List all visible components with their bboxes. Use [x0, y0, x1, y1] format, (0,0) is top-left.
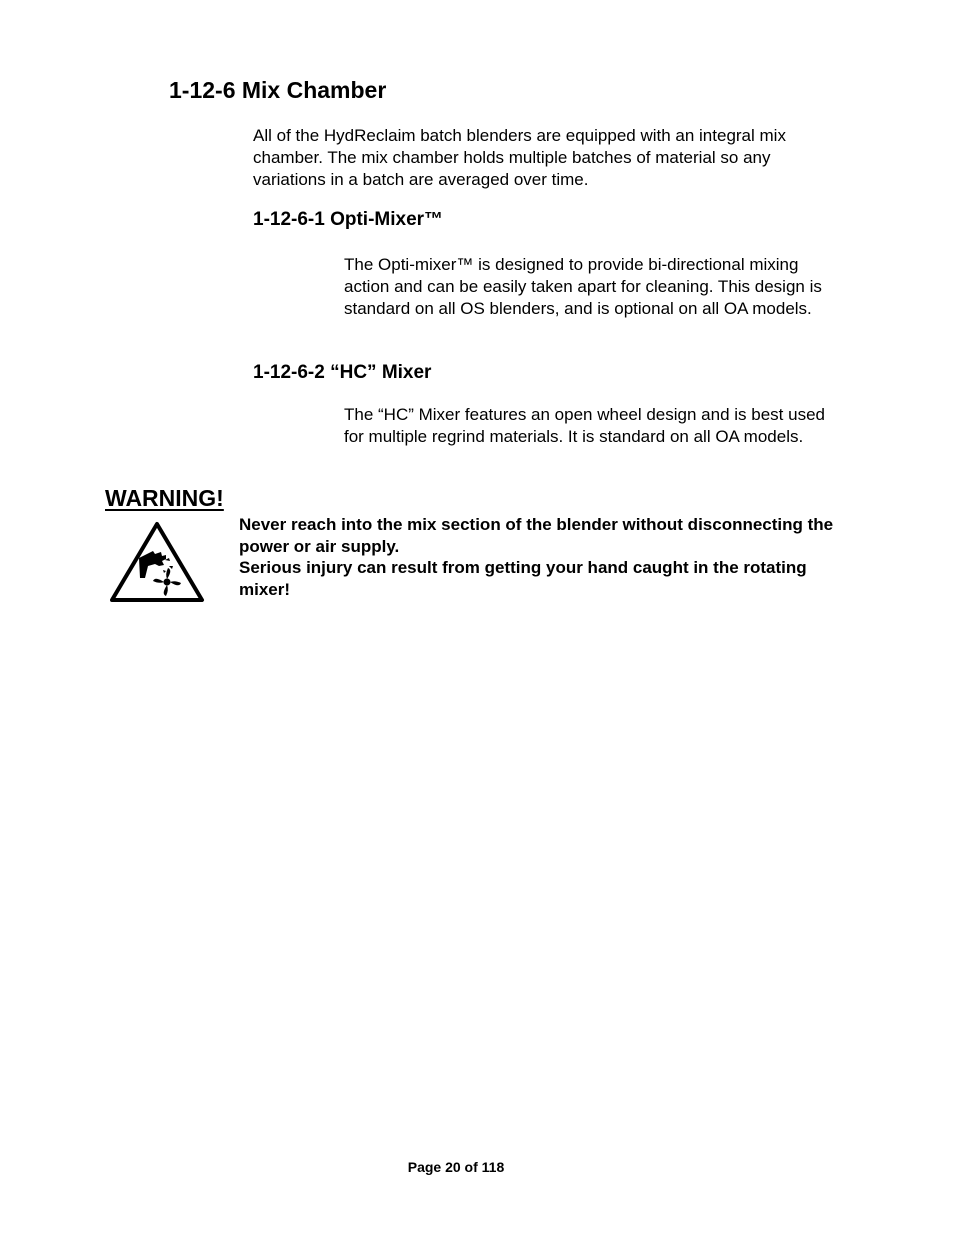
subsection-title-opti-mixer: 1-12-6-1 Opti-Mixer™ [253, 209, 444, 230]
section-intro: All of the HydReclaim batch blenders are equipped with an integral mix chamber. The mix chamber holds multiple batches of material so any variations in a batch are averaged over time. [253, 126, 786, 189]
section-title: 1-12-6 Mix Chamber [169, 77, 387, 103]
subsection-title-hc-mixer: 1-12-6-2 “HC” Mixer [253, 362, 432, 383]
warning-title: WARNING! [105, 485, 224, 511]
warning-text [239, 514, 839, 600]
hand-entanglement-warning-icon [109, 520, 205, 606]
page-number: Page 20 of 118 [407, 1159, 505, 1175]
warning-line-1: Never reach into the mix section of the blender without disconnecting the power or air supply. [239, 515, 834, 556]
page-footer [0, 1159, 912, 1175]
warning-line-2: Serious injury can result from getting your hand caught in the rotating mixer! [239, 558, 807, 599]
subsection-body-hc-mixer: The “HC” Mixer features an open wheel design and is best used for multiple regrind materials. It is standard on all OA models. [344, 405, 825, 446]
subsection-body-opti-mixer: The Opti-mixer™ is designed to provide bi-directional mixing action and can be easily taken apart for cleaning. This design is standard on all OS blenders, and is optional on all OA models. [344, 255, 822, 318]
